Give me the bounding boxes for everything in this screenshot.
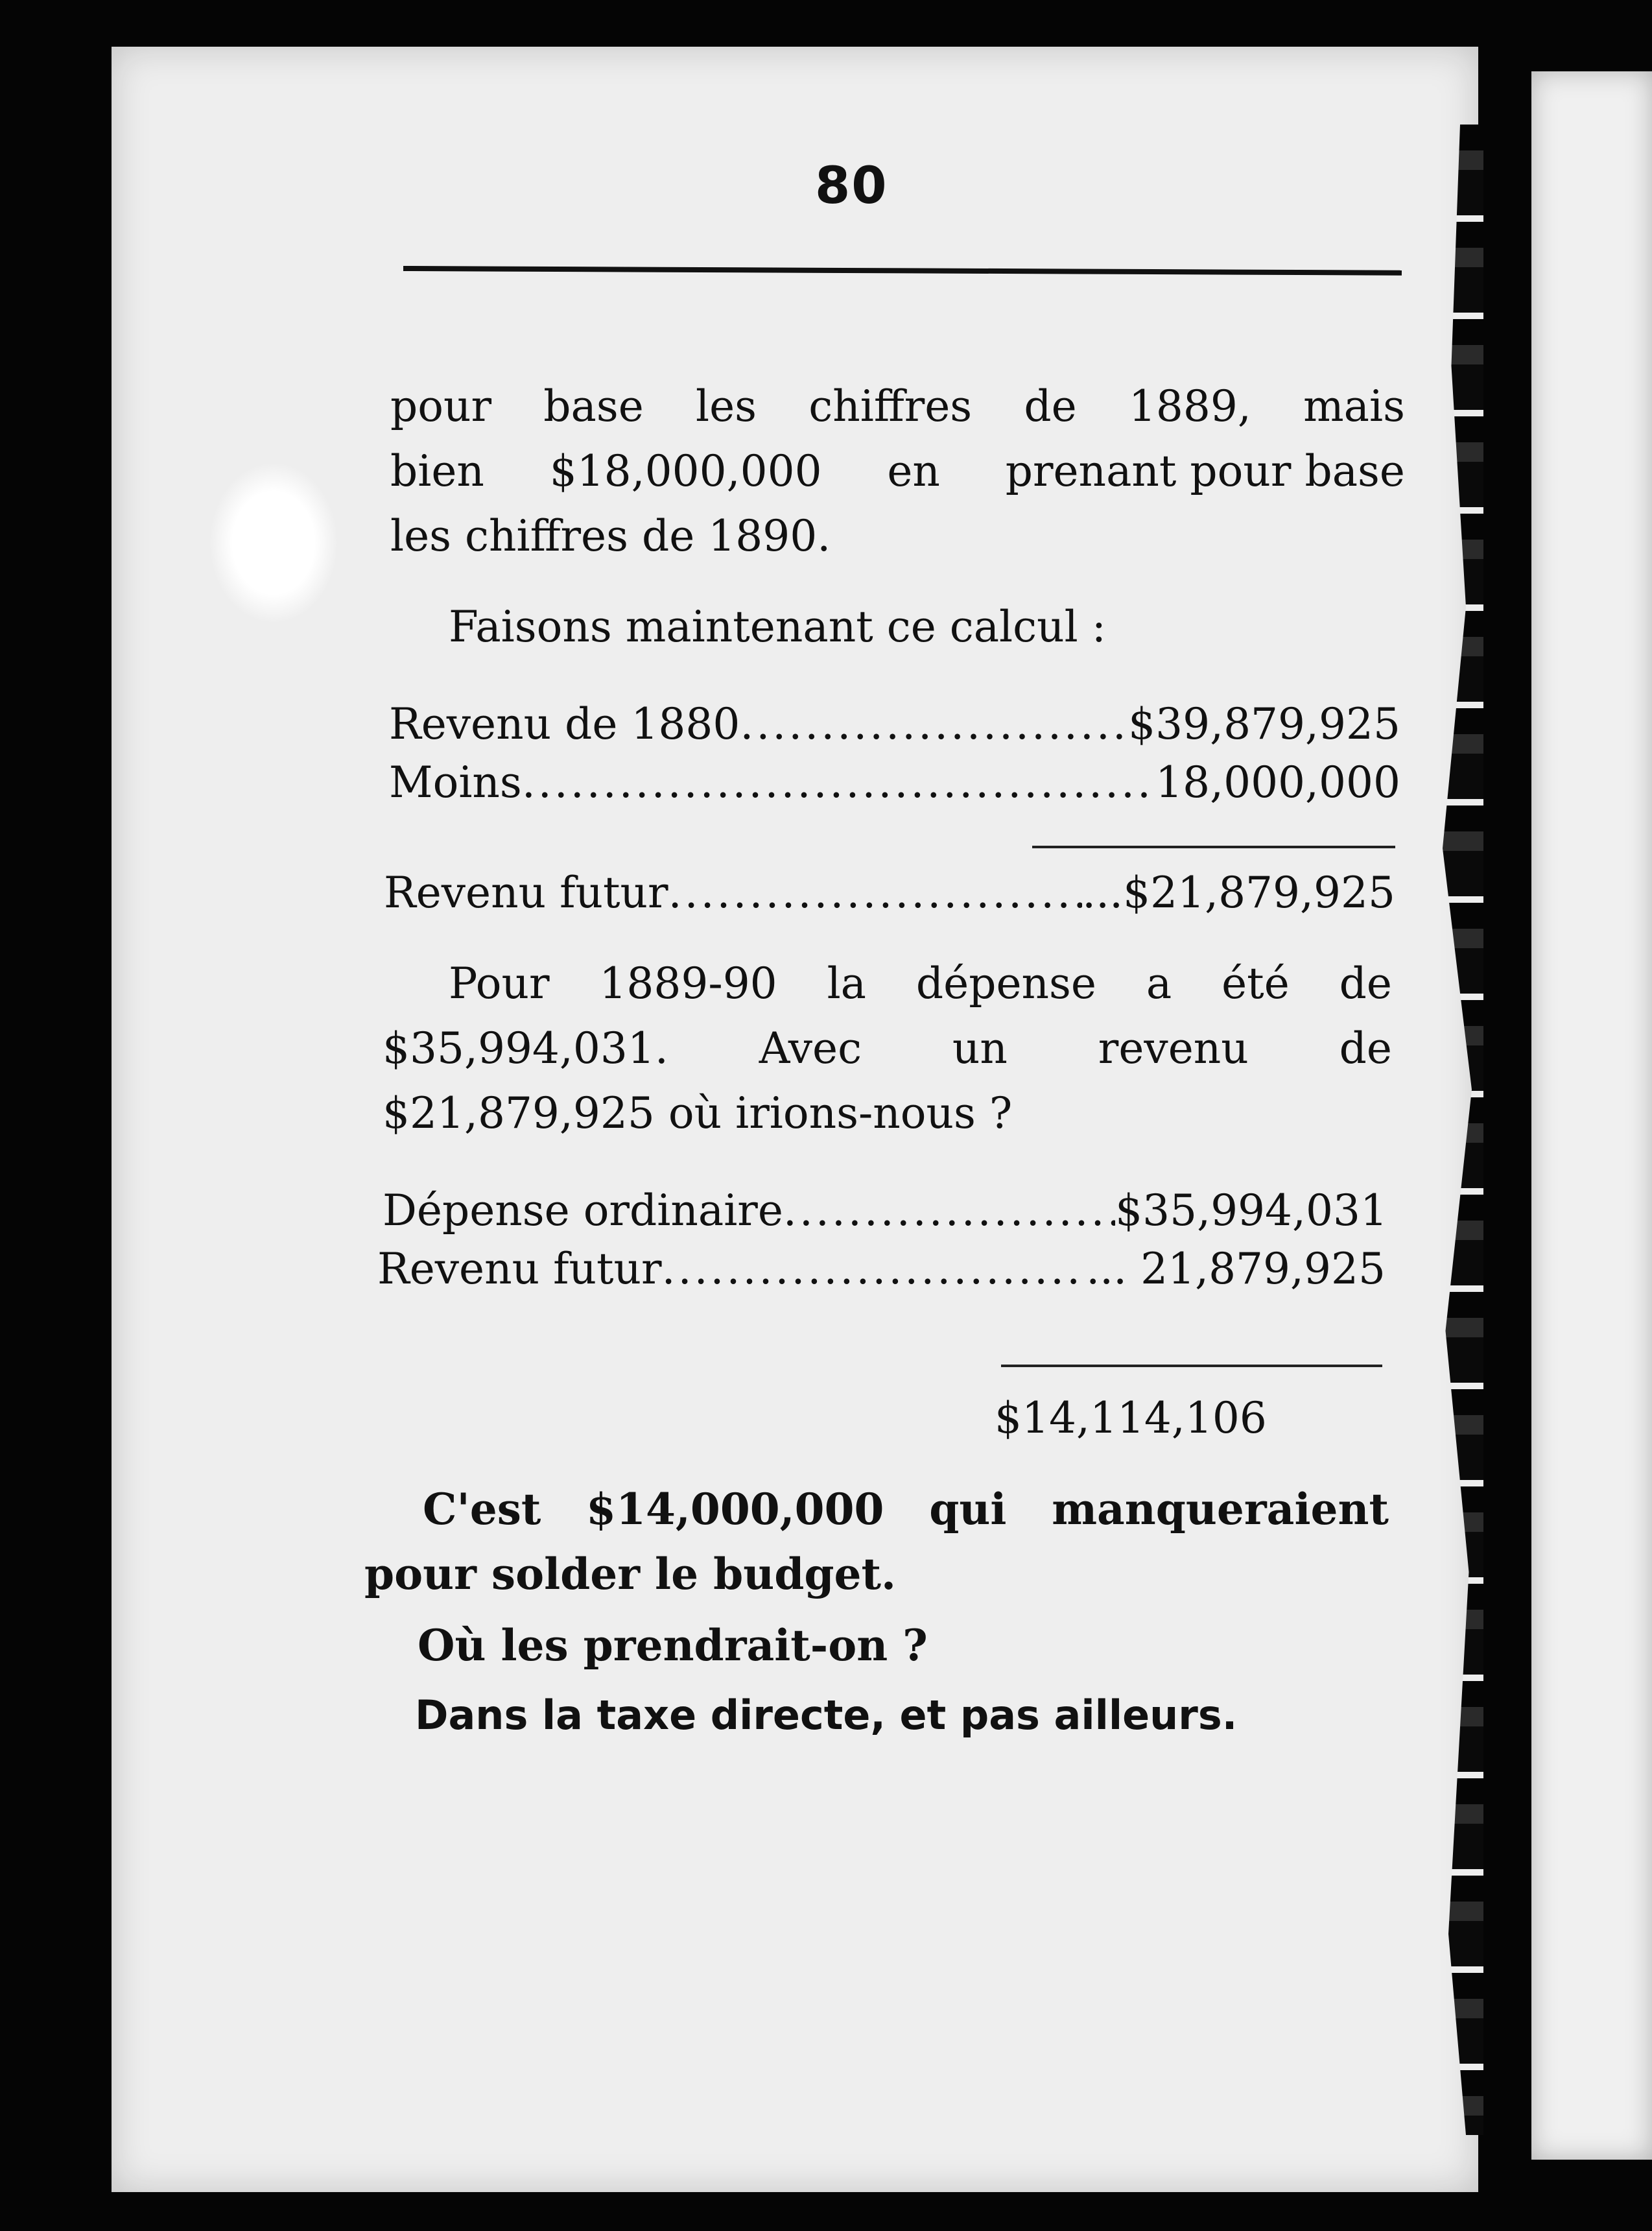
word: prenant pour base: [1005, 446, 1405, 496]
leader-dots: [783, 1189, 1115, 1232]
word: $35,994,031.: [383, 1023, 668, 1073]
paragraph1-line2: [390, 446, 1405, 496]
word: qui: [929, 1484, 1007, 1534]
sum-rule: [1032, 846, 1395, 848]
ledger-label: Moins: [389, 758, 522, 807]
word: dépense: [915, 959, 1096, 1008]
paragraph3-line3: $21,879,925 où irions-nous ?: [383, 1088, 1013, 1138]
paragraph4-line1: [423, 1484, 1389, 1534]
ledger-total-row: [384, 868, 1395, 918]
word: pour: [390, 381, 492, 431]
paragraph1-line1: [390, 381, 1405, 431]
paragraph3-line2: [383, 1023, 1392, 1073]
paragraph3-line1: [449, 959, 1392, 1008]
leader-dots: [662, 1248, 1087, 1291]
word: $14,000,000: [586, 1484, 884, 1534]
word: de: [1339, 959, 1392, 1008]
ledger-row: [389, 758, 1400, 807]
word: Pour: [449, 959, 550, 1008]
calc2-result: $14,114,106: [995, 1393, 1267, 1443]
word: les: [695, 381, 757, 431]
ledger-label: Revenu futur: [377, 1244, 662, 1294]
word: Avec: [759, 1023, 862, 1073]
word: de: [1339, 1023, 1392, 1073]
word: la: [827, 959, 867, 1008]
paragraph4-line2: pour solder le budget.: [364, 1549, 896, 1599]
ledger-value: ... 21,879,925: [1086, 1244, 1386, 1294]
word: $18,000,000: [549, 446, 822, 496]
word: base: [543, 381, 644, 431]
ledger-label: Revenu futur: [384, 868, 668, 918]
word: C'est: [423, 1484, 541, 1534]
sum-rule: [1001, 1365, 1382, 1367]
page-number: 80: [815, 157, 888, 215]
word: bien: [390, 446, 484, 496]
word: revenu: [1098, 1023, 1249, 1073]
word: été: [1221, 959, 1290, 1008]
leader-dots: [522, 761, 1155, 804]
ledger-value: ...$21,879,925: [1082, 868, 1395, 918]
ledger-value: $39,879,925: [1128, 699, 1400, 749]
page-content: [112, 47, 1478, 2192]
ledger-row: [377, 1244, 1386, 1294]
word: manqueraient: [1052, 1484, 1389, 1534]
leader-dots: [740, 703, 1128, 746]
conclusion: Dans la taxe directe, et pas ailleurs.: [415, 1691, 1238, 1739]
adjacent-page-edge: [1531, 71, 1652, 2160]
word: 1889,: [1128, 381, 1251, 431]
ledger-row: [389, 699, 1400, 749]
question: Où les prendrait-on ?: [418, 1620, 928, 1671]
paragraph1-line3: les chiffres de 1890.: [390, 511, 831, 561]
word: de: [1024, 381, 1077, 431]
ledger-value: $35,994,031: [1115, 1186, 1387, 1235]
header-rule: [403, 266, 1402, 276]
ledger-row: [383, 1186, 1387, 1235]
word: un: [952, 1023, 1008, 1073]
word: a: [1146, 959, 1172, 1008]
word: en: [887, 446, 940, 496]
word: 1889-90: [599, 959, 777, 1008]
ledger-label: Revenu de 1880: [389, 699, 740, 749]
ledger-label: Dépense ordinaire: [383, 1186, 783, 1235]
word: chiffres: [808, 381, 973, 431]
paragraph2: Faisons maintenant ce calcul :: [449, 602, 1106, 652]
word: mais: [1303, 381, 1405, 431]
ledger-value: 18,000,000: [1155, 758, 1400, 807]
book-page: [112, 47, 1478, 2192]
leader-dots: [668, 872, 1083, 914]
